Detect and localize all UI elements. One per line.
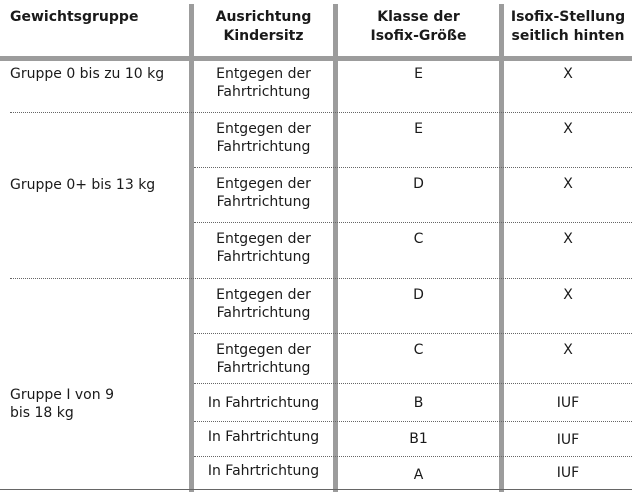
orientation-line1: Entgegen der (216, 231, 311, 247)
group-separator-1 (10, 112, 632, 113)
class-cell: E (414, 66, 423, 82)
class-cell: A (413, 467, 424, 483)
header-class-line2: Isofix-Größe (370, 28, 467, 44)
group-label-1 (10, 386, 188, 422)
class-cell: C (413, 231, 424, 247)
orientation-cell: In Fahrtrichtung (207, 395, 320, 411)
position-cell: X (563, 176, 573, 192)
position-cell: X (563, 287, 573, 303)
orientation-cell (194, 120, 333, 156)
class-cell: D (413, 287, 424, 303)
group-label-0-text: Gruppe 0 bis zu 10 kg (10, 66, 165, 82)
header-weight-group-label: Gewichtsgruppe (10, 9, 139, 25)
orientation-line2: Fahrtrichtung (216, 360, 311, 376)
header-position-line2: seitlich hinten (511, 28, 625, 44)
group-label-0plus (10, 176, 188, 194)
row-separator (194, 383, 632, 384)
class-cell: D (413, 176, 424, 192)
orientation-cell (194, 175, 333, 211)
orientation-line1: Entgegen der (216, 121, 311, 137)
orientation-cell (194, 286, 333, 322)
orientation-line2: Fahrtrichtung (216, 194, 311, 210)
row-separator (194, 167, 632, 168)
class-cell: B (413, 395, 424, 411)
orientation-line1: Entgegen der (216, 342, 311, 358)
orientation-line1: Entgegen der (216, 176, 311, 192)
header-position-line1: Isofix-Stellung (510, 9, 626, 25)
orientation-cell (194, 65, 333, 101)
class-cell: B1 (409, 431, 428, 447)
orientation-line1: Entgegen der (216, 287, 311, 303)
orientation-line1: Entgegen der (216, 66, 311, 82)
position-cell: IUF (556, 395, 580, 411)
orientation-line2: Fahrtrichtung (216, 139, 311, 155)
orientation-cell (194, 230, 333, 266)
header-weight-group (10, 8, 180, 27)
class-cell: E (414, 121, 423, 137)
position-cell: X (563, 66, 573, 82)
group-separator-2 (10, 278, 632, 279)
group-label-1-line1: Gruppe I von 9 (10, 387, 114, 403)
position-cell: X (563, 231, 573, 247)
row-separator (194, 333, 632, 334)
row-separator (194, 222, 632, 223)
position-cell: X (563, 342, 573, 358)
header-rule (0, 56, 632, 61)
header-orientation-line1: Ausrichtung (215, 9, 312, 25)
group-label-0plus-text: Gruppe 0+ bis 13 kg (10, 177, 156, 193)
orientation-cell (194, 341, 333, 377)
orientation-cell: In Fahrtrichtung (207, 429, 320, 445)
position-cell: IUF (556, 465, 580, 481)
orientation-line2: Fahrtrichtung (216, 84, 311, 100)
orientation-line2: Fahrtrichtung (216, 305, 311, 321)
class-cell: C (413, 342, 424, 358)
header-position (504, 8, 632, 46)
position-cell: IUF (556, 432, 580, 448)
position-cell: X (563, 121, 573, 137)
header-orientation (194, 8, 333, 46)
header-class-line1: Klasse der (377, 9, 460, 25)
row-separator (194, 456, 632, 457)
header-class (338, 8, 499, 46)
row-separator (194, 421, 632, 422)
group-label-0 (10, 65, 188, 83)
orientation-line2: Fahrtrichtung (216, 249, 311, 265)
header-orientation-line2: Kindersitz (223, 28, 304, 44)
group-label-1-line2: bis 18 kg (10, 405, 74, 421)
orientation-cell: In Fahrtrichtung (207, 463, 320, 479)
bottom-rule (0, 489, 632, 490)
